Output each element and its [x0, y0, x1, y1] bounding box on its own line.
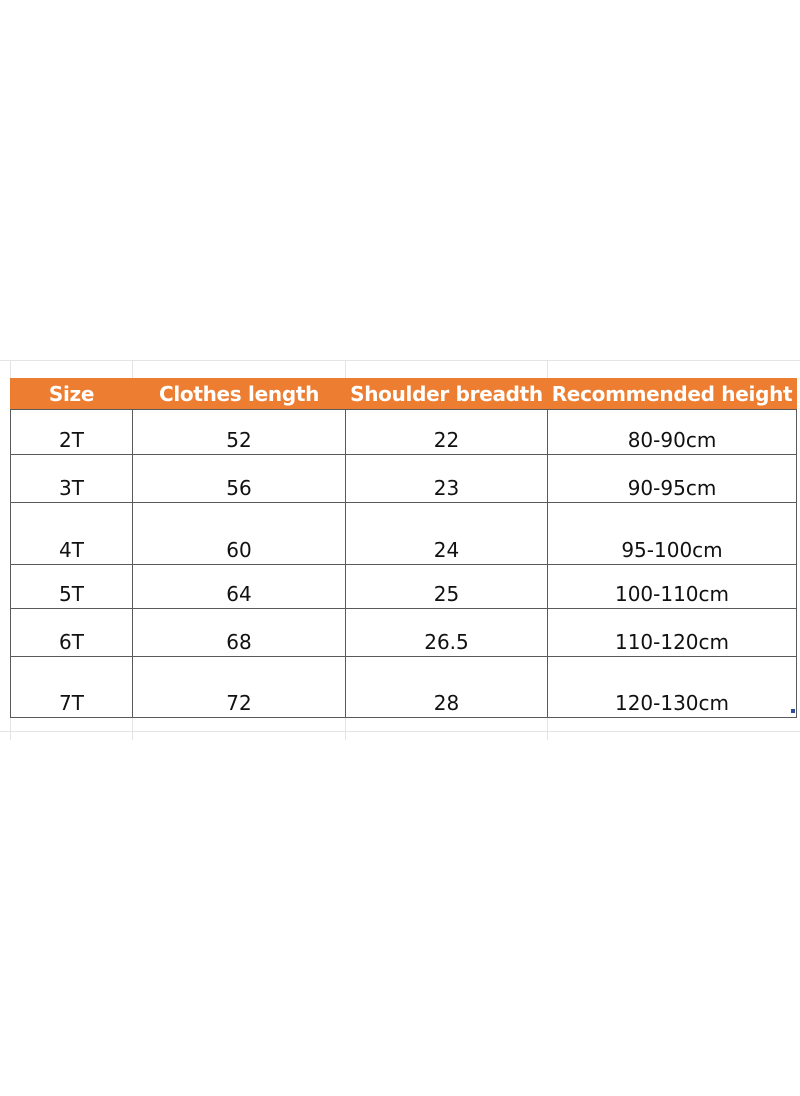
cell-size[interactable]: 6T: [11, 609, 133, 657]
fill-handle[interactable]: [791, 709, 795, 713]
table-row: [11, 455, 797, 503]
cell-recommended-height[interactable]: 80-90cm: [548, 410, 797, 455]
cell-clothes-length[interactable]: 64: [133, 565, 346, 609]
cell-clothes-length[interactable]: 60: [133, 503, 346, 565]
cell-recommended-height[interactable]: 95-100cm: [548, 503, 797, 565]
cell-shoulder-breadth[interactable]: 22: [346, 410, 548, 455]
header-recommended-height[interactable]: Recommended height: [548, 379, 797, 410]
cell-clothes-length[interactable]: 56: [133, 455, 346, 503]
cell-shoulder-breadth[interactable]: 24: [346, 503, 548, 565]
size-chart-table: [10, 378, 797, 718]
table-row: [11, 410, 797, 455]
table-header-row: [11, 379, 797, 410]
cell-shoulder-breadth[interactable]: 28: [346, 657, 548, 718]
spreadsheet-area: [0, 360, 800, 740]
cell-recommended-height[interactable]: 120-130cm: [548, 657, 797, 718]
cell-size[interactable]: 5T: [11, 565, 133, 609]
header-clothes-length[interactable]: Clothes length: [133, 379, 346, 410]
gridline: [0, 731, 800, 732]
cell-clothes-length[interactable]: 72: [133, 657, 346, 718]
cell-recommended-height[interactable]: 100-110cm: [548, 565, 797, 609]
header-shoulder-breadth[interactable]: Shoulder breadth: [346, 379, 548, 410]
cell-clothes-length[interactable]: 52: [133, 410, 346, 455]
cell-size[interactable]: 7T: [11, 657, 133, 718]
cell-clothes-length[interactable]: 68: [133, 609, 346, 657]
table-row: [11, 503, 797, 565]
table-row: [11, 565, 797, 609]
table-row: [11, 657, 797, 718]
cell-size[interactable]: 3T: [11, 455, 133, 503]
cell-size[interactable]: 2T: [11, 410, 133, 455]
cell-shoulder-breadth[interactable]: 25: [346, 565, 548, 609]
cell-size[interactable]: 4T: [11, 503, 133, 565]
cell-shoulder-breadth[interactable]: 26.5: [346, 609, 548, 657]
cell-recommended-height[interactable]: 110-120cm: [548, 609, 797, 657]
header-size[interactable]: Size: [11, 379, 133, 410]
cell-recommended-height[interactable]: 90-95cm: [548, 455, 797, 503]
table-row: [11, 609, 797, 657]
cell-shoulder-breadth[interactable]: 23: [346, 455, 548, 503]
gridline: [0, 360, 800, 361]
